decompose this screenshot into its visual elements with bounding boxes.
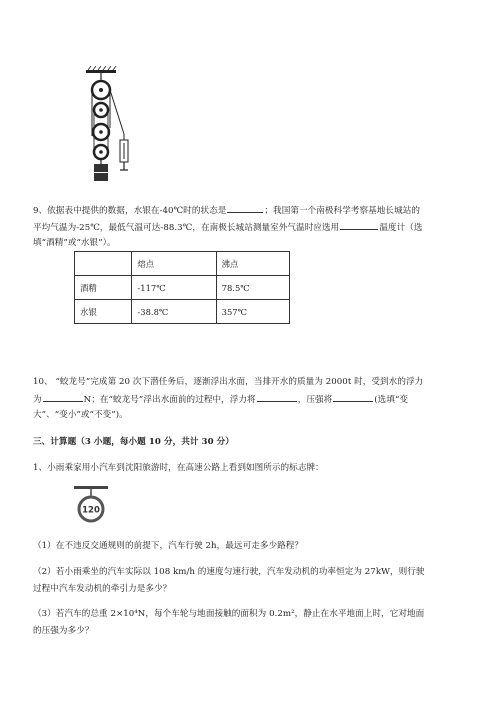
table-cell: -38.8℃ xyxy=(132,300,216,324)
table-row xyxy=(75,300,290,324)
q10-line-1: 10、 “蛟龙号”完成第 20 次下潜任务后，逐渐浮出水面，当排开水的质量为 2000t 时，受到水的浮力 xyxy=(33,377,424,387)
q10-blank-pressure-change[interactable] xyxy=(333,391,373,402)
q9-text-a: 9、依据表中提供的数据，水银在-40℃时的状态是 xyxy=(33,206,227,216)
table-cell: 78.5℃ xyxy=(216,276,289,300)
table-cell: 357℃ xyxy=(216,300,289,324)
pulley-figure xyxy=(82,66,138,182)
q1-intro: 1、小雨乘家用小汽车到沈阳旅游时，在高速公路上看到如图所示的标志牌： xyxy=(33,463,324,473)
q1-part-3-line-2: 的压强为多少？ xyxy=(33,626,94,636)
table-cell xyxy=(75,252,132,276)
q9-line-1 xyxy=(33,202,420,220)
speed-limit-value: 120 xyxy=(82,505,100,516)
q10-text-d: (选填“变 xyxy=(374,395,409,405)
melting-boiling-table xyxy=(74,251,290,324)
q1-part-3-line-1: （3）若汽车的总重 2×10⁴N，每个车轮与地面接触的面积为 0.2m²，静止在水平地面上时，它对地面 xyxy=(33,609,425,619)
q10-text-b: N；在“蛟龙号”浮出水面前的过程中，浮力将 xyxy=(83,395,256,405)
q9-line-3: 填“酒精”或“水银”）。 xyxy=(33,238,116,248)
q9-text-c: 平均气温为-25℃，最低气温可达-88.3℃，在南极长城站测量室外气温时应选用 xyxy=(33,223,340,233)
section-3-heading: 三、计算题（3 小题，每小题 10 分，共计 30 分） xyxy=(33,437,234,447)
q10-text-a: 为 xyxy=(33,395,42,405)
q9-blank-state[interactable] xyxy=(227,202,263,213)
q10-blank-buoyancy[interactable] xyxy=(43,391,83,402)
table-header-row xyxy=(75,252,290,276)
q9-text-d: 温度计（选 xyxy=(379,223,423,233)
q10-blank-buoyancy-change[interactable] xyxy=(257,391,297,402)
table-cell: 水银 xyxy=(75,300,132,324)
q1-part-2-line-1: （2）若小雨乘坐的汽车实际以 108 km/h 的速度匀速行驶，汽车发动机的功率恒定为 27kW，则行驶 xyxy=(33,567,425,577)
table-cell: 熔点 xyxy=(132,252,216,276)
table-cell: -117℃ xyxy=(132,276,216,300)
q1-part-1: （1）在不违反交通规则的前提下，汽车行驶 2h，最远可走多少路程？ xyxy=(33,541,304,551)
speed-limit-sign xyxy=(72,486,112,524)
q10-text-c: ，压强将 xyxy=(297,395,333,405)
table-cell: 沸点 xyxy=(216,252,289,276)
table-cell: 酒精 xyxy=(75,276,132,300)
q1-part-2-line-2: 过程中汽车发动机的牵引力是多少？ xyxy=(33,584,172,594)
table-row xyxy=(75,276,290,300)
q10-line-3: 大”、“变小”或“不变”)。 xyxy=(33,410,128,420)
q9-blank-thermometer[interactable] xyxy=(340,219,378,230)
q9-text-b: ；我国第一个南极科学考察基地长城站的 xyxy=(264,206,420,216)
